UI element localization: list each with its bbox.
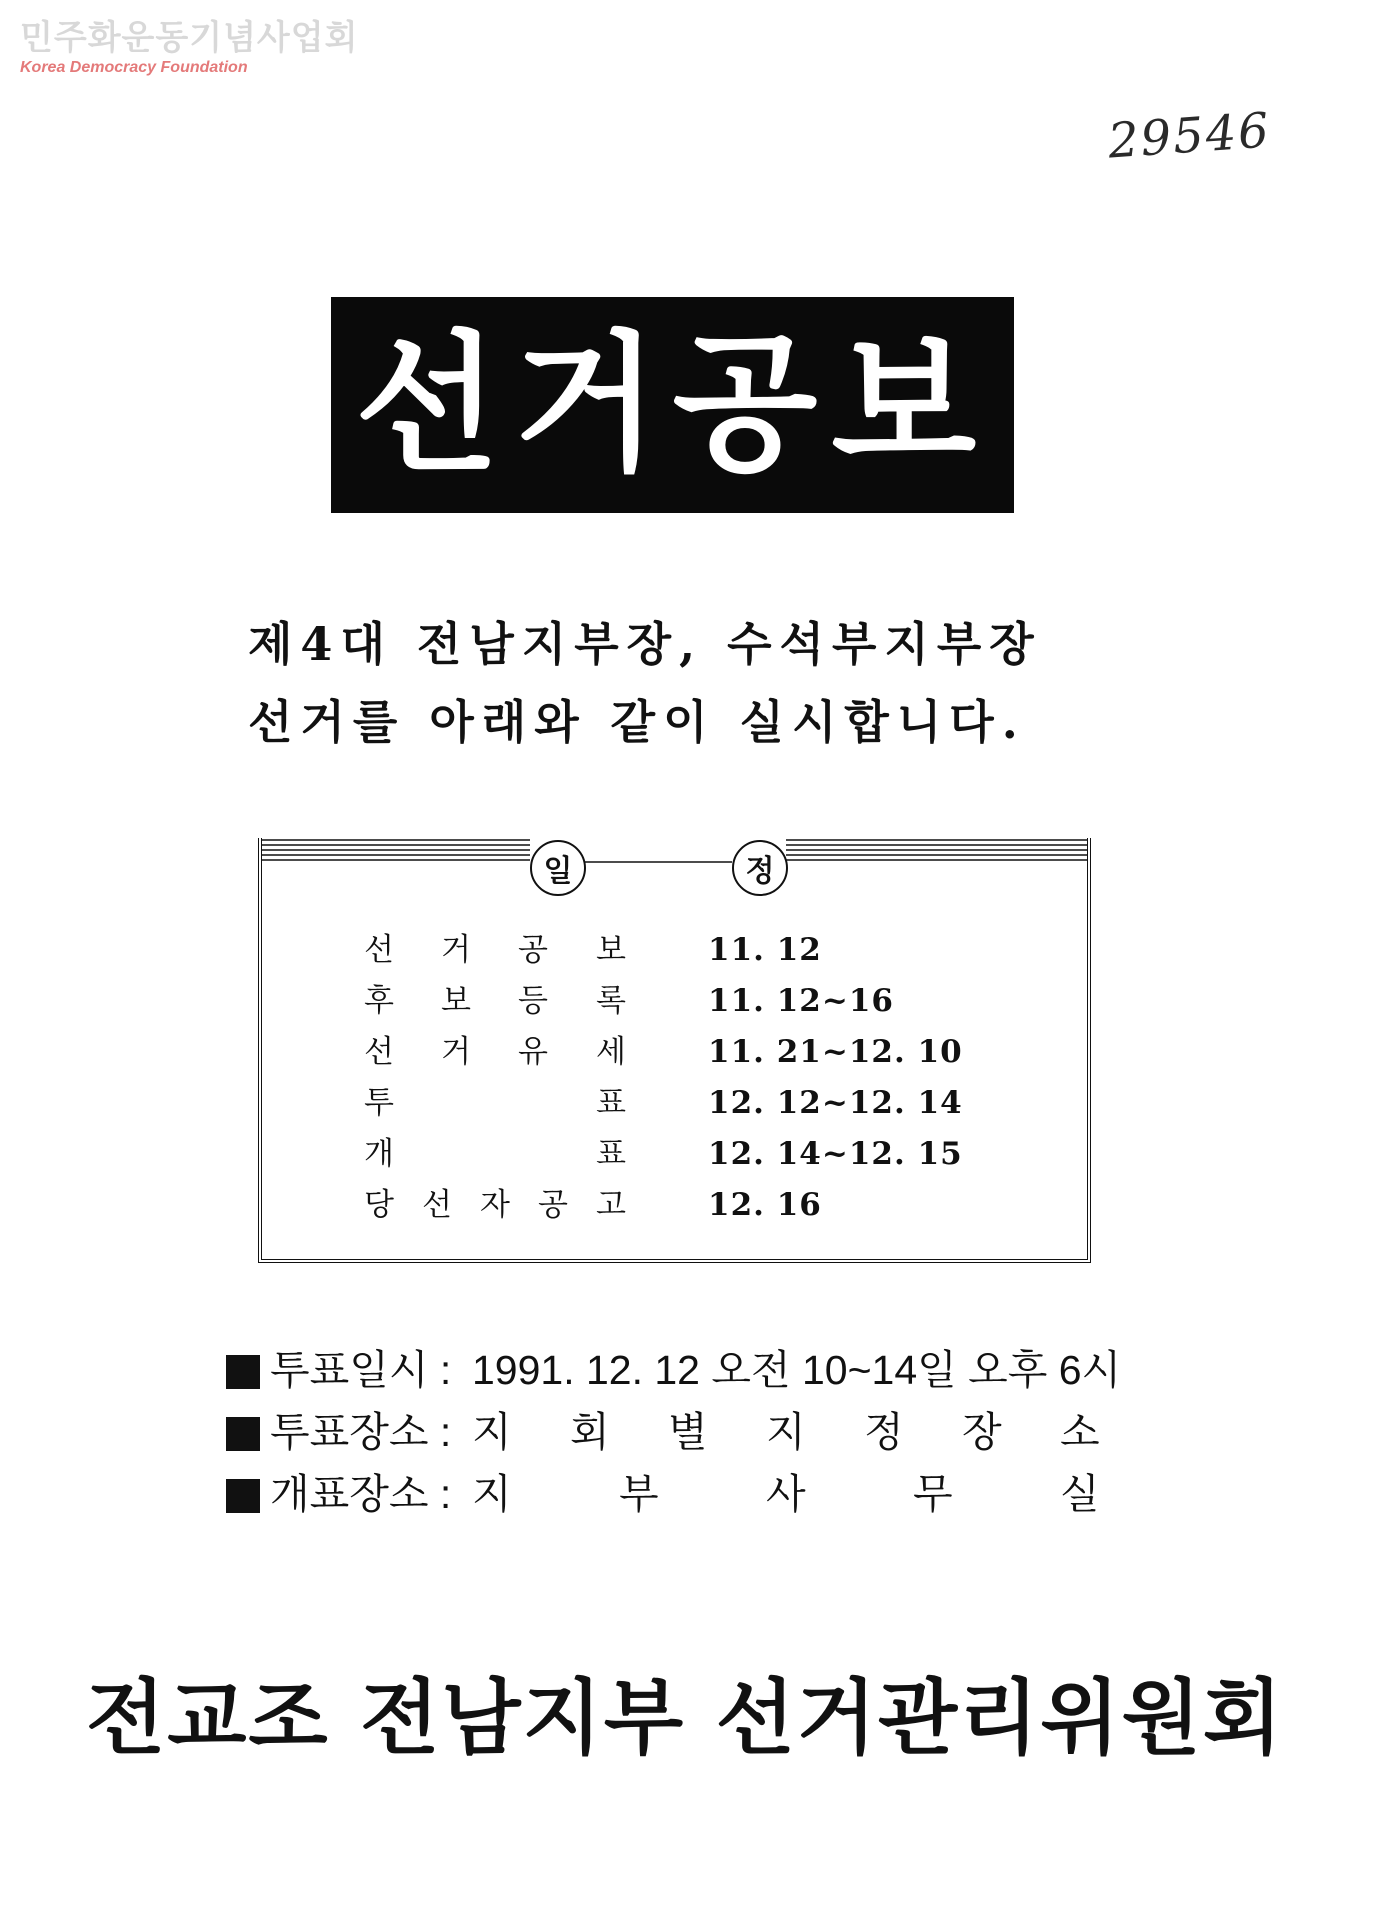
- square-bullet-icon: [226, 1479, 260, 1513]
- info-value: 1991. 12. 12 오전 10~14일 오후 6시: [472, 1347, 1122, 1393]
- schedule-row: [262, 1132, 1087, 1183]
- value-char: 회: [570, 1409, 610, 1455]
- watermark: [20, 18, 359, 78]
- schedule-box: [258, 838, 1091, 1263]
- page-title: 선거공보: [354, 318, 991, 492]
- intro-line-2: 선거를 아래와 같이 실시합니다.: [248, 695, 1026, 749]
- label-char: 선: [364, 1034, 394, 1070]
- watermark-korean: 민주화운동기념사업회: [20, 18, 359, 58]
- schedule-date: 12. 12~12. 14: [708, 1085, 963, 1121]
- label-char: 세: [596, 1034, 626, 1070]
- label-char: 공: [518, 932, 548, 968]
- schedule-rows: [262, 928, 1087, 1234]
- schedule-date: 11. 12~16: [708, 983, 894, 1019]
- title-banner: [331, 297, 1014, 513]
- label-char: 표: [596, 1085, 626, 1121]
- label-char: 고: [596, 1187, 626, 1223]
- info-row-vote-time: [226, 1342, 1126, 1404]
- value-char: 부: [619, 1471, 659, 1517]
- schedule-row: [262, 1030, 1087, 1081]
- intro-line-1: 제4대 전남지부장, 수석부지부장: [248, 617, 1042, 671]
- label-char: 유: [518, 1034, 548, 1070]
- info-label: 투표일시 :: [270, 1347, 452, 1393]
- label-char: 표: [596, 1136, 626, 1172]
- value-char: 별: [668, 1409, 708, 1455]
- info-label: 개표장소 :: [270, 1471, 452, 1517]
- schedule-date: 11. 21~12. 10: [708, 1034, 963, 1070]
- label-char: 개: [364, 1136, 394, 1172]
- square-bullet-icon: [226, 1417, 260, 1451]
- value-char: 정: [864, 1409, 904, 1455]
- label-char: 후: [364, 983, 394, 1019]
- label-char: 보: [596, 932, 626, 968]
- schedule-heading-right: 정: [732, 840, 788, 896]
- schedule-header-lines: [262, 838, 1087, 878]
- value-char: 무: [913, 1471, 953, 1517]
- schedule-row: [262, 928, 1087, 979]
- value-char: 지: [766, 1409, 806, 1455]
- value-char: 실: [1060, 1471, 1100, 1517]
- value-char: 소: [1060, 1409, 1100, 1455]
- value-char: 장: [962, 1409, 1002, 1455]
- watermark-english: Korea Democracy Foundation: [20, 59, 248, 76]
- schedule-date: 12. 14~12. 15: [708, 1136, 963, 1172]
- label-char: 록: [596, 983, 626, 1019]
- label-char: 거: [441, 932, 471, 968]
- label-char: 자: [480, 1187, 510, 1223]
- schedule-row: [262, 1183, 1087, 1234]
- handwritten-number: 29546: [1106, 102, 1273, 170]
- info-row-vote-place: [226, 1404, 1126, 1466]
- label-char: 선: [364, 932, 394, 968]
- label-char: 투: [364, 1085, 394, 1121]
- schedule-date: 11. 12: [708, 932, 822, 968]
- schedule-row: [262, 979, 1087, 1030]
- value-char: 지: [472, 1409, 512, 1455]
- info-value: [472, 1466, 1108, 1522]
- label-char: 거: [441, 1034, 471, 1070]
- footer-organization: 전교조 전남지부 선거관리위원회: [86, 1670, 1285, 1766]
- voting-info: [226, 1342, 1126, 1528]
- label-char: 보: [441, 983, 471, 1019]
- value-char: 사: [766, 1471, 806, 1517]
- schedule-row: [262, 1081, 1087, 1132]
- info-value: [472, 1404, 1108, 1460]
- label-char: 등: [518, 983, 548, 1019]
- value-char: 지: [472, 1471, 512, 1517]
- info-row-count-place: [226, 1466, 1126, 1528]
- label-char: 선: [422, 1187, 452, 1223]
- intro-text: [248, 605, 1128, 761]
- square-bullet-icon: [226, 1355, 260, 1389]
- label-char: 당: [364, 1187, 394, 1223]
- schedule-header: [262, 838, 1087, 889]
- schedule-heading-left: 일: [530, 840, 586, 896]
- info-label: 투표장소 :: [270, 1409, 452, 1455]
- label-char: 공: [538, 1187, 568, 1223]
- schedule-date: 12. 16: [708, 1187, 822, 1223]
